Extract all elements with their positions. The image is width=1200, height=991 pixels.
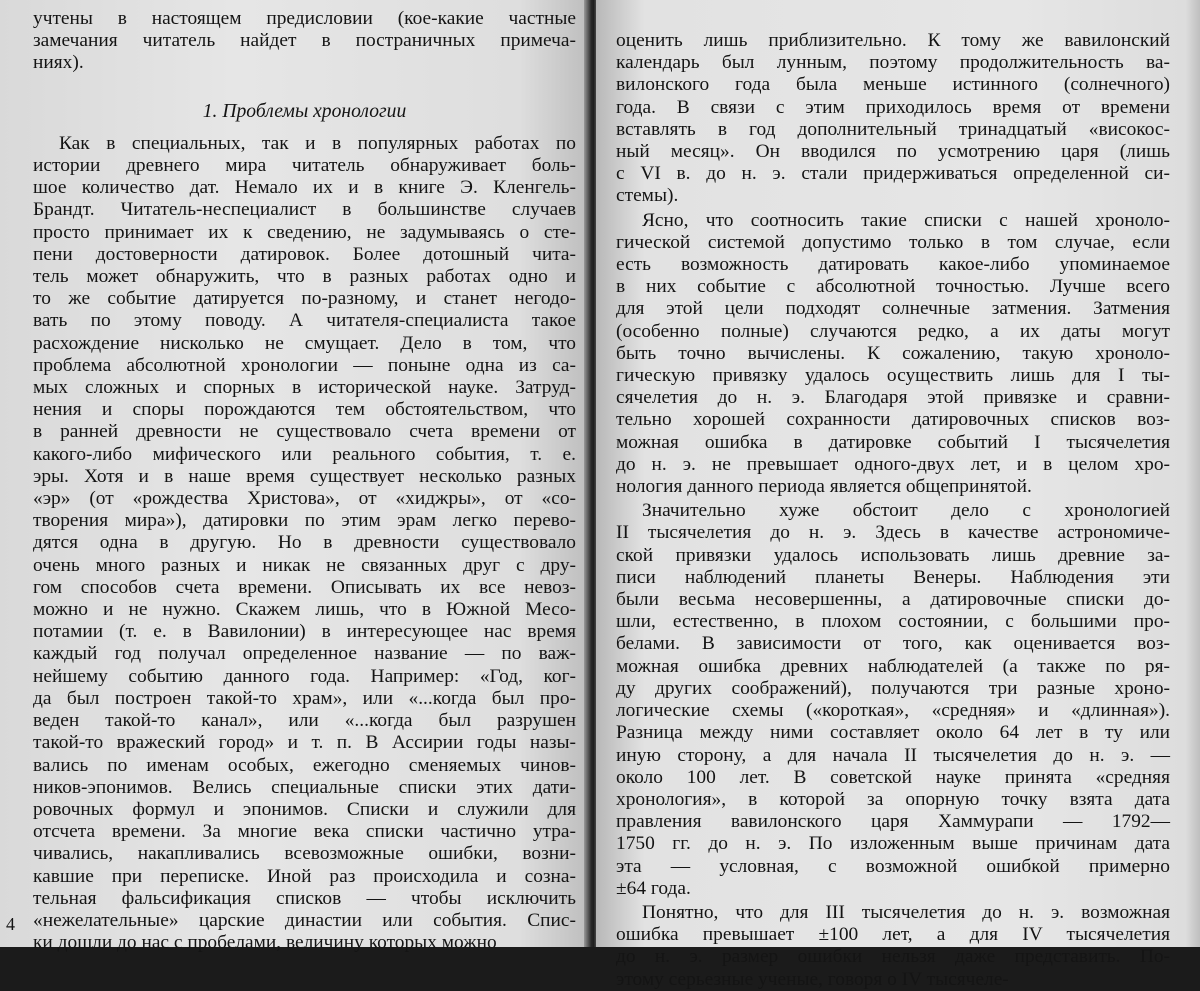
text-line: календарь был лунным, поэтому продолжительность ва- (616, 52, 1170, 74)
page-number: 4 (6, 913, 15, 934)
text-line: «нежелательные» царские династии или события. Спис- (33, 909, 576, 931)
left-body-paragraph (33, 133, 576, 955)
text-line: тельно хорошей сохранности датировочных списков воз- (616, 409, 1170, 431)
text-line: можная ошибка древних наблюдателей (а также по ря- (616, 655, 1170, 677)
text-line: с VI в. до н. э. стали придерживаться определенной си- (616, 163, 1170, 185)
text-line: можно и не нужно. Скажем лишь, что в Южной Месо- (33, 599, 576, 621)
text-line: вставлять в год дополнительный тринадцатый «високос- (616, 118, 1170, 140)
text-line: около 100 лет. В советской науке принята «средняя (616, 766, 1170, 788)
text-line: сячелетия до н. э. Благодаря этой привязке и сравни- (616, 387, 1170, 409)
text-line: шое количество дат. Немало их и в книге Э. Кленгель- (33, 177, 576, 199)
left-top-paragraph (33, 8, 576, 75)
text-line: вать по этому поводу. А читателя-специалиста такое (33, 310, 576, 332)
text-line: эта — условная, с возможной ошибкой примерно (616, 855, 1170, 877)
text-line: ской привязки удалось использовать лишь древние за- (616, 544, 1170, 566)
text-line: учтены в настоящем предисловии (кое-какие частные (33, 8, 576, 29)
text-line: то же событие датируется по-разному, и станет негодо- (33, 288, 576, 310)
text-line: просто принимает их к сведению, не задумываясь о сте- (33, 221, 576, 243)
text-line: «эр» (от «рождества Христова», от «хиджры», от «со- (33, 488, 576, 510)
text-line: Ясно, что соотносить такие списки с нашей хроноло- (642, 209, 1170, 231)
text-line: ников-эпонимов. Велись специальные списки этих дати- (33, 776, 576, 798)
text-line: в них событие с абсолютной точностью. Лучше всего (616, 276, 1170, 298)
text-line: писи наблюдений планеты Венеры. Наблюдения эти (616, 566, 1170, 588)
text-line: 1750 гг. до н. э. По изложенным выше причинам дата (616, 833, 1170, 855)
text-line: ±64 года. (616, 877, 691, 899)
text-line: нения и споры порождаются тем обстоятельством, что (33, 399, 576, 421)
text-line: ровочных формул и эпонимов. Списки и служили для (33, 798, 576, 820)
text-line: кавшие при переписке. Иной раз происходила и созна- (33, 865, 576, 887)
text-line: чивались, накапливались всевозможные ошибки, возни- (33, 843, 576, 865)
text-line: Брандт. Читатель-неспециалист в большинстве случаев (33, 199, 576, 221)
text-line: творения мира»), датировки по этим эрам легко перево- (33, 510, 576, 532)
text-line: какого-либо мифического или реального события, т. е. (33, 443, 576, 465)
text-line: отсчета времени. За многие века списки частично утра- (33, 821, 576, 843)
text-line: нейшему событию данного года. Например: «Год, ког- (33, 665, 576, 687)
text-line: дятся одна в другую. Но в древности существовало (33, 532, 576, 554)
right-paragraph-3 (616, 500, 1170, 902)
text-line: потамии (т. е. в Вавилонии) в интересующее нас время (33, 621, 576, 643)
text-line: были весьма несовершенны, а датировочные списки до- (616, 589, 1170, 611)
section-heading: 1. Проблемы хронологии (202, 100, 407, 122)
text-line: логические схемы («короткая», «средняя» и «длинная»). (616, 700, 1170, 722)
right-paragraph-2 (616, 210, 1170, 501)
text-line: правления вавилонского царя Хаммурапи — 1792— (616, 811, 1170, 833)
text-line: иную сторону, а для начала II тысячелетия до н. э. — (616, 744, 1170, 766)
left-page (0, 0, 590, 954)
text-line: такой-то вражеский город» и т. п. В Ассирии годы назы- (33, 732, 576, 754)
text-line: проблема абсолютной хронологии — поныне одна из са- (33, 354, 576, 376)
text-line: гом способов счета времени. Описывать их все невоз- (33, 576, 576, 598)
text-line: каждый год получал определенное название — по важ- (33, 643, 576, 665)
text-line: в ранней древности не существовало счета времени от (33, 421, 576, 443)
text-line: (особенно полные) случаются редко, а их даты могут (616, 320, 1170, 342)
text-line: ный месяц». Он вводился по усмотрению царя (лишь (616, 141, 1170, 163)
text-line: пени достоверности датировок. Более дотошный чита- (33, 243, 576, 265)
text-line: гической системой допустимо только в том случае, если (616, 231, 1170, 253)
text-line: Разница между ними составляет около 64 лет в ту или (616, 722, 1170, 744)
text-line: нология данного периода является общепринятой. (616, 476, 1032, 498)
text-line: вилонского года была меньше истинного (солнечного) (616, 74, 1170, 96)
text-line: ки дошли до нас с пробелами, величину которых можно (33, 932, 497, 954)
text-line: Понятно, что для III тысячелетия до н. э. возможная (642, 901, 1170, 923)
text-line: ошибка превышает ±100 лет, а для IV тысячелетия (616, 924, 1170, 946)
text-line: хронология», в которой за опорную точку взята дата (616, 788, 1170, 810)
text-line: Значительно хуже обстоит дело с хронологией (642, 500, 1170, 522)
text-line: белами. В зависимости от того, как оценивается воз- (616, 633, 1170, 655)
text-line: этому серьезные ученые, говоря о IV тысячеле- (616, 968, 1009, 990)
text-line: ниях). (33, 52, 84, 74)
text-line: можная ошибка в датировке событий I тысячелетия (616, 431, 1170, 453)
text-line: II тысячелетия до н. э. Здесь в качестве астрономиче- (616, 522, 1170, 544)
text-line: до н. э. не превышает одного-двух лет, и в целом хро- (616, 453, 1170, 475)
text-line: до н. э. размер ошибки нельзя даже представить. По- (616, 946, 1170, 968)
text-line: замечания читатель найдет в постраничных примеча- (33, 30, 576, 52)
text-line: оценить лишь приблизительно. К тому же вавилонский (616, 30, 1170, 51)
text-line: тельная фальсификация списков — чтобы исключить (33, 887, 576, 909)
text-line: ду других соображений), получаются три разные хроно- (616, 677, 1170, 699)
text-line: расхождение нисколько не смущает. Дело в том, что (33, 332, 576, 354)
text-line: вались по именам особых, ежегодно сменяемых чинов- (33, 754, 576, 776)
text-line: Как в специальных, так и в популярных работах по (59, 132, 576, 154)
right-paragraph-1 (616, 30, 1170, 210)
text-line: для этой цели подходят солнечные затмения. Затмения (616, 298, 1170, 320)
text-line: да был построен такой-то храм», или «...когда был про- (33, 687, 576, 709)
text-line: стемы). (616, 185, 679, 207)
right-paragraph-4 (616, 902, 1170, 991)
text-line: гическую привязку удалось осуществить лишь для I ты- (616, 365, 1170, 387)
text-line: тель может обнаружить, что в разных работах одно и (33, 266, 576, 288)
right-page (596, 0, 1200, 990)
text-line: года. В связи с этим приходилось время от времени (616, 96, 1170, 118)
text-line: эры. Хотя и в наше время существует несколько разных (33, 465, 576, 487)
text-line: очень много разных и никак не связанных друг с дру- (33, 554, 576, 576)
page-edge-shadow (1186, 0, 1200, 947)
text-line: истории древнего мира читатель обнаруживает боль- (33, 155, 576, 177)
text-line: есть возможность датировать какое-либо упоминаемое (616, 254, 1170, 276)
text-line: шли, естественно, в плохом состоянии, с большими про- (616, 611, 1170, 633)
text-line: веден такой-то канал», или «...когда был разрушен (33, 710, 576, 732)
text-line: быть точно вычислены. К сожалению, такую хроноло- (616, 342, 1170, 364)
text-line: мых сложных и спорных в исторической науке. Затруд- (33, 377, 576, 399)
